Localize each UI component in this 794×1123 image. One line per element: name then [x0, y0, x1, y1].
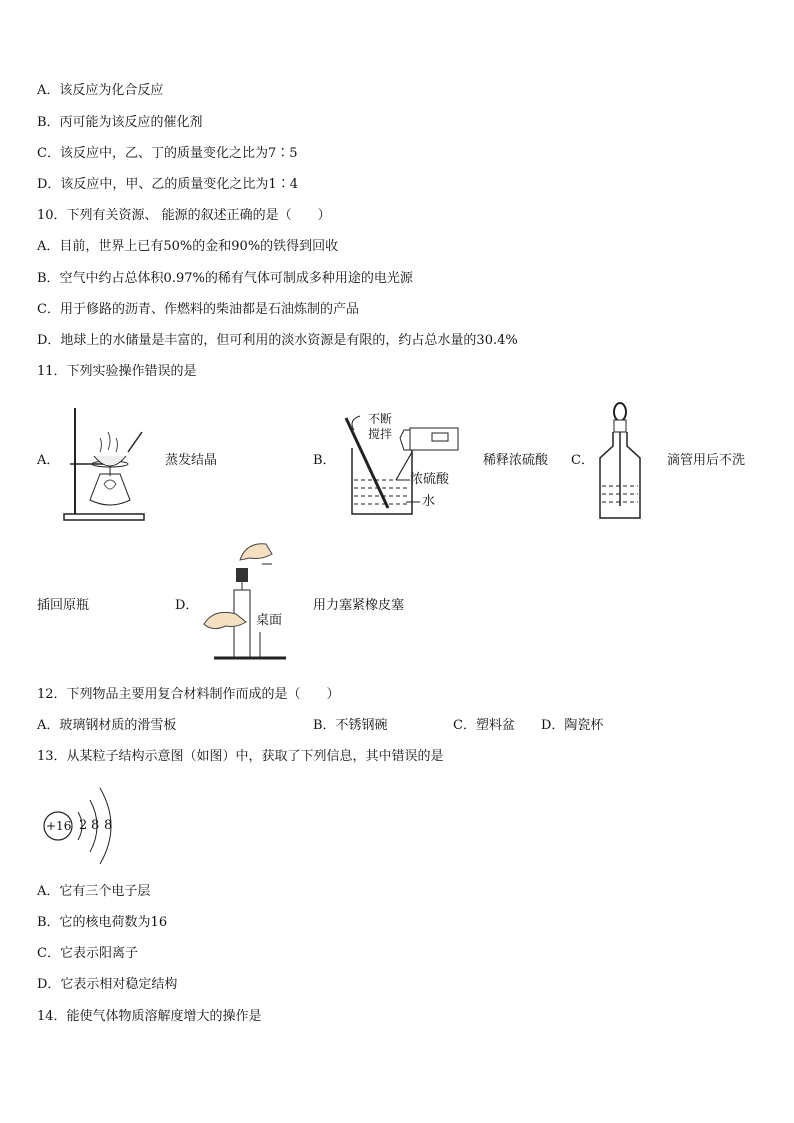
q10-option-d: D．地球上的水储量是丰富的，但可利用的淡水资源是有限的，约占总水量的30.4% [37, 333, 518, 348]
q13-option-d: D．它表示相对稳定结构 [37, 977, 178, 992]
q13-option-a: A．它有三个电子层 [37, 884, 151, 899]
test-tube-stopper-figure [200, 540, 290, 665]
dropper-bottle-figure [596, 402, 644, 522]
q14-stem: 14．能使气体物质溶解度增大的操作是 [37, 1009, 262, 1024]
q9-option-b: B．丙可能为该反应的催化剂 [37, 115, 203, 130]
q12-option-c: C．塑料盆 [453, 718, 515, 733]
q13-option-c: C．它表示阳离子 [37, 946, 138, 961]
q12-option-d: D．陶瓷杯 [541, 718, 604, 733]
q9-option-a: A．该反应为化合反应 [37, 83, 164, 98]
q13-shell-3: 8 [104, 818, 113, 833]
q11-b-stir-label: 不断 [368, 412, 393, 426]
q11-d-table-label: 桌面 [256, 613, 283, 628]
q12-option-a: A．玻璃钢材质的滑雪板 [37, 718, 177, 733]
q11-stem: 11．下列实验操作错误的是 [37, 364, 197, 379]
evaporation-apparatus-figure [60, 404, 150, 522]
q11-b-acid-label: 浓硫酸 [410, 472, 450, 487]
q11-b-stir-label-2: 搅拌 [368, 427, 393, 441]
q12-stem: 12．下列物品主要用复合材料制作而成的是（ ） [37, 687, 340, 702]
q10-option-c: C．用于修路的沥青、作燃料的柴油都是石油炼制的产品 [37, 302, 359, 317]
q11-c-letter: C． [571, 453, 594, 468]
q9-option-c: C．该反应中，乙、丁的质量变化之比为7∶5 [37, 146, 298, 161]
q13-stem: 13．从某粒子结构示意图（如图）中，获取了下列信息，其中错误的是 [37, 749, 444, 764]
dilute-sulfuric-acid-figure [340, 408, 470, 520]
q10-option-b: B．空气中约占总体积0.97%的稀有气体可制成多种用途的电光源 [37, 271, 413, 286]
q10-option-a: A．目前，世界上已有50%的金和90%的铁得到回收 [37, 239, 339, 254]
q13-nucleus-charge: +16 [46, 819, 72, 833]
q11-c-text-cont: 插回原瓶 [37, 598, 90, 613]
q11-b-water-label: 水 [422, 494, 436, 509]
q12-option-b: B．不锈钢碗 [313, 718, 388, 733]
q9-option-d: D．该反应中，甲、乙的质量变化之比为1∶4 [37, 177, 298, 192]
q10-stem: 10．下列有关资源、 能源的叙述正确的是（ ） [37, 208, 331, 223]
q13-shell-1: 2 [79, 818, 88, 833]
q11-b-letter: B． [313, 453, 336, 468]
q13-shell-2: 8 [91, 818, 100, 833]
q13-option-b: B．它的核电荷数为16 [37, 915, 168, 930]
q11-d-text: 用力塞紧橡皮塞 [313, 598, 405, 613]
q11-a-text: 蒸发结晶 [165, 453, 218, 468]
q11-b-text: 稀释浓硫酸 [483, 453, 549, 468]
q11-d-letter: D． [175, 598, 199, 613]
q11-a-letter: A． [37, 453, 60, 468]
q11-c-text: 滴管用后不洗 [667, 453, 746, 468]
